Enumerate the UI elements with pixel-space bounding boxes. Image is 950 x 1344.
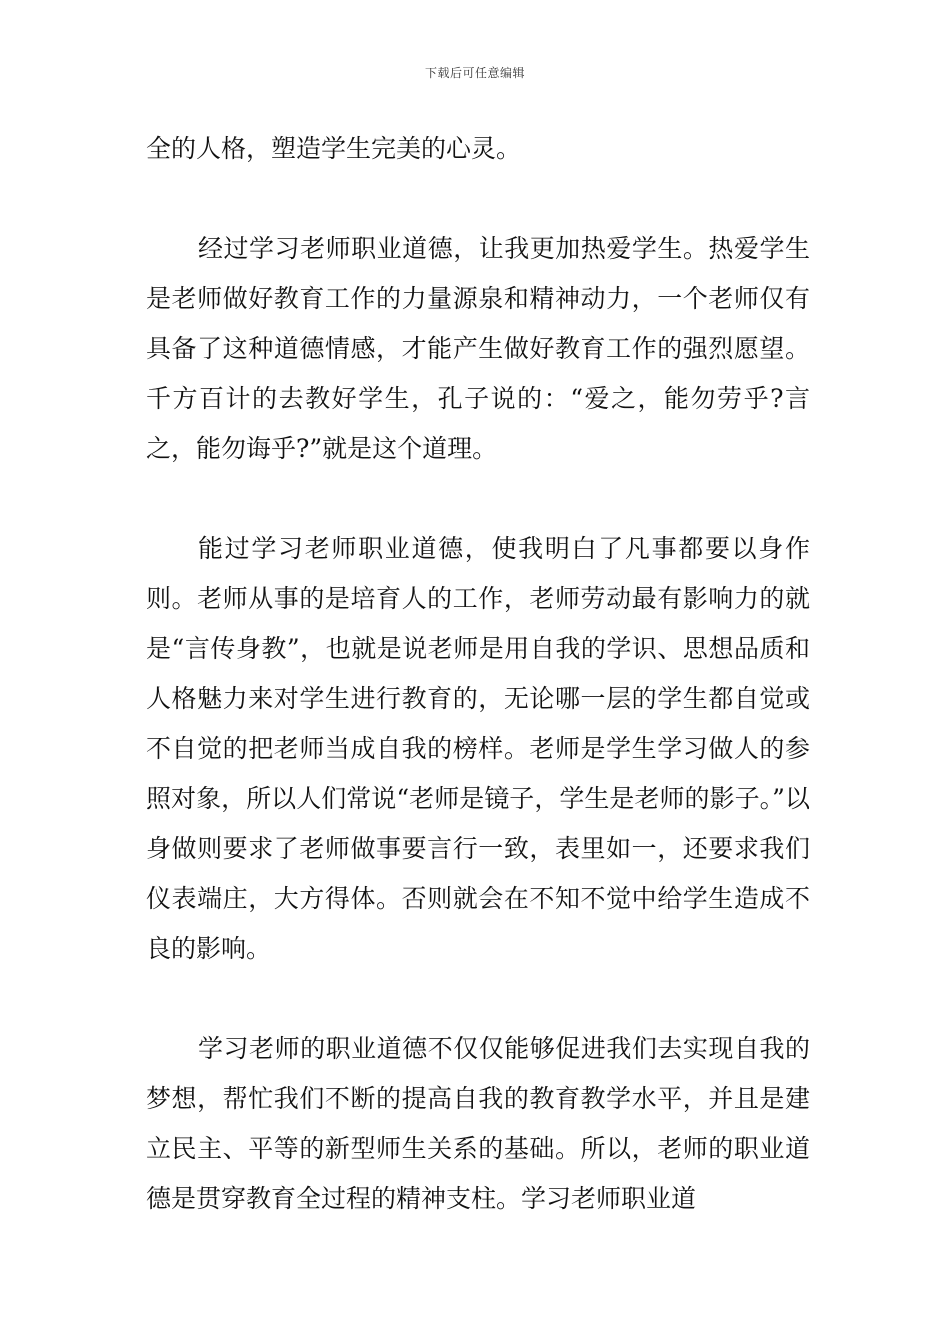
document-body: [146, 124, 810, 1224]
header-note: 下载后可任意编辑: [424, 66, 525, 80]
paragraph-continuation: 全的人格，塑造学生完美的心灵。: [146, 134, 522, 163]
paragraph-professional-ethics: 学习老师的职业道德不仅仅能够促进我们去实现自我的梦想，帮忙我们不断的提高自我的教育教学水平，并且是建立民主、平等的新型师生关系的基础。所以，老师的职业道德是贯穿教育全过程的精神支柱。学习老师职业道: [146, 1034, 810, 1213]
paragraph-gap: [146, 174, 810, 224]
paragraph-gap: [146, 974, 810, 1024]
paragraph-love-students: 经过学习老师职业道德，让我更加热爱学生。热爱学生是老师做好教育工作的力量源泉和精神动力，一个老师仅有具备了这种道德情感，才能产生做好教育工作的强烈愿望。千方百计的去教好学生，孔子说的：“爱之，能勿劳乎?言之，能勿诲乎?”就是这个道理。: [146, 234, 810, 463]
paragraph-gap: [146, 474, 810, 524]
paragraph-lead-by-example: 能过学习老师职业道德，使我明白了凡事都要以身作则。老师从事的是培育人的工作，老师劳动最有影响力的就是“言传身教”，也就是说老师是用自我的学识、思想品质和人格魅力来对学生进行教育的，无论哪一层的学生都自觉或不自觉的把老师当成自我的榜样。老师是学生学习做人的参照对象，所以人们常说“老师是镜子，学生是老师的影子。”以身做则要求了老师做事要言行一致，表里如一，还要求我们仪表端庄，大方得体。否则就会在不知不觉中给学生造成不良的影响。: [146, 534, 810, 963]
